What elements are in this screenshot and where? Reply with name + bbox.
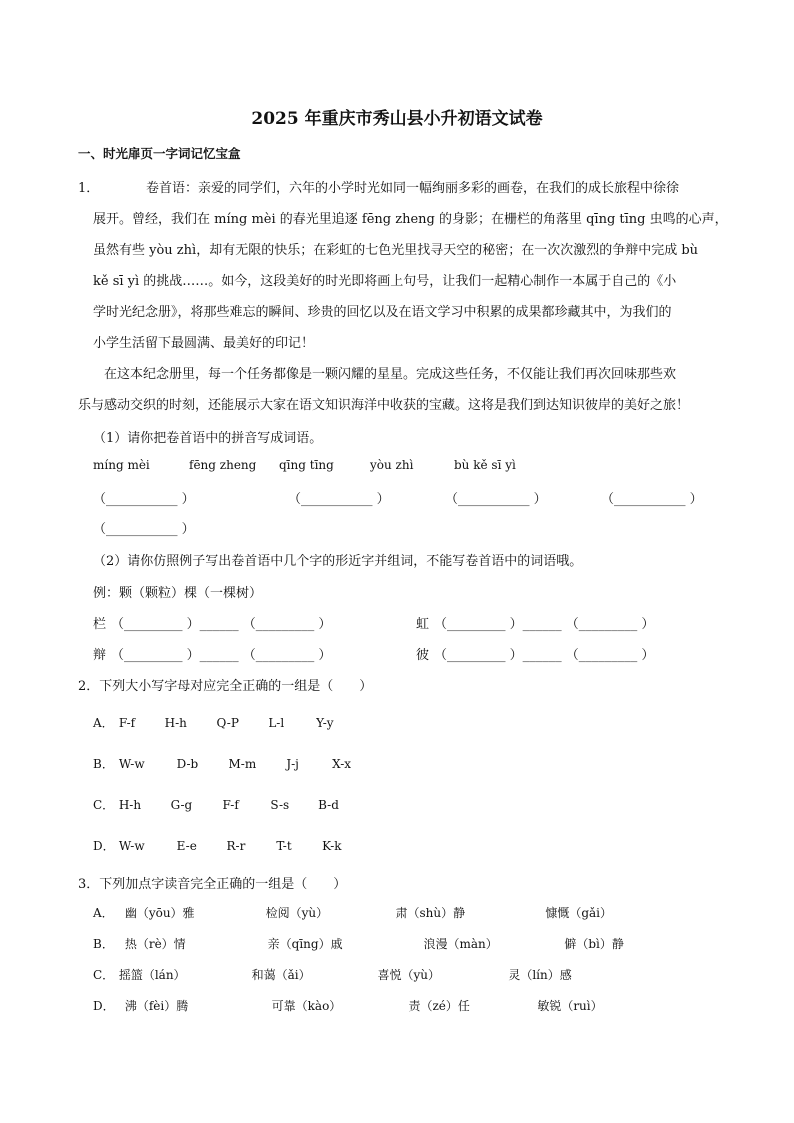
q2-option-d[interactable] <box>93 837 342 854</box>
q1-line: 卷首语：亲爱的同学们，六年的小学时光如同一幅绚丽多彩的画卷，在我们的成长旅程中徐徐 <box>146 181 680 196</box>
reading-item: 热（rè）情 <box>124 937 186 951</box>
form-blanks[interactable]: （_________ ）______ （_________ ） <box>111 617 332 632</box>
letter-pair: H-h <box>118 798 142 812</box>
letter-pair: F-f <box>222 798 239 812</box>
letter-pair: R-r <box>226 839 246 853</box>
letter-pair: W-w <box>118 757 145 771</box>
letter-pair: T-t <box>276 839 292 853</box>
option-label: D． <box>93 999 115 1013</box>
reading-item: 灵（lín）感 <box>508 968 572 982</box>
q1-para2-line: 乐与感动交织的时刻，还能展示大家在语文知识海洋中收获的宝藏。这将是我们到达知识彼岸的美好之旅！ <box>78 398 690 413</box>
reading-item: 检阅（yù） <box>265 906 329 920</box>
q3-option-b[interactable] <box>93 935 624 952</box>
q1-sub2: （2）请你仿照例子写出卷首语中几个字的形近字并组词，不能写卷首语中的词语哦。 <box>93 554 583 569</box>
answer-blank[interactable]: （___________ ） <box>93 522 195 537</box>
q1-line: 学时光纪念册》，将那些难忘的瞬间、珍贵的回忆以及在语文学习中积累的成果都珍藏其中，为我们的 <box>93 305 672 320</box>
q1-line: 小学生活留下最圆满、最美好的印记！ <box>93 336 315 351</box>
option-label: C． <box>93 798 115 812</box>
q1-line: kě sī yì 的挑战……。如今，这段美好的时光即将画上句号，让我们一起精心制作一本属于自己的《小 <box>93 274 677 289</box>
pinyin-item: míng mèi <box>93 458 150 472</box>
q3-option-c[interactable] <box>93 966 572 983</box>
answer-blank[interactable]: （___________ ） <box>601 492 703 507</box>
q1-example: 例：颗（颗粒）棵（一棵树） <box>93 586 263 601</box>
reading-item: 亲（qīng）戚 <box>267 937 343 951</box>
letter-pair: K-k <box>322 839 342 853</box>
answer-blank[interactable]: （___________ ） <box>288 492 390 507</box>
q1-para2-line: 在这本纪念册里，每一个任务都像是一颗闪耀的星星。完成这些任务，不仅能让我们再次回味那些欢 <box>104 367 677 382</box>
q2-option-b[interactable] <box>93 755 351 772</box>
q1-line: 展开。曾经，我们在 míng mèi 的春光里追逐 fēng zheng 的身影；在栅栏的角落里 qīng tīng 虫鸣的心声， <box>93 212 728 227</box>
section-heading: 一、时光扉页一字词记忆宝盒 <box>78 146 241 161</box>
q2-option-c[interactable] <box>93 796 339 813</box>
letter-pair: S-s <box>270 798 290 812</box>
similar-char: 虹 <box>416 617 430 632</box>
letter-pair: D-b <box>176 757 199 771</box>
letter-pair: X-x <box>332 757 352 771</box>
letter-pair: W-w <box>118 839 145 853</box>
letter-pair: M-m <box>228 757 257 771</box>
reading-item: 僻（bì）静 <box>564 937 624 951</box>
form-blanks[interactable]: （_________ ）______ （_________ ） <box>111 648 332 663</box>
q1-line: 虽然有些 yòu zhì，却有无限的快乐；在彩虹的七色光里找寻天空的秘密；在一次次激烈的争辩中完成 bù <box>93 243 699 258</box>
reading-item: 责（zé）任 <box>408 999 470 1013</box>
letter-pair: B-d <box>318 798 339 812</box>
option-label: A． <box>93 716 114 730</box>
reading-item: 沸（fèi）腾 <box>124 999 189 1013</box>
similar-char: 彼 <box>416 648 430 663</box>
pinyin-item: qīng tīng <box>279 458 334 472</box>
letter-pair: L-l <box>268 716 285 730</box>
option-label: A． <box>93 906 114 920</box>
reading-item: 可靠（kào） <box>271 999 342 1013</box>
answer-blank[interactable]: （___________ ） <box>445 492 547 507</box>
reading-item: 敏锐（ruì） <box>537 999 603 1013</box>
reading-item: 浪漫（màn） <box>423 937 498 951</box>
option-label: D． <box>93 839 115 853</box>
letter-pair: J-j <box>286 757 299 771</box>
q3-option-a[interactable] <box>93 904 612 921</box>
reading-item: 喜悦（yù） <box>377 968 440 982</box>
letter-pair: E-e <box>176 839 197 853</box>
reading-item: 和蔼（ǎi） <box>251 968 311 982</box>
option-label: B． <box>93 757 114 771</box>
letter-pair: F-f <box>118 716 136 730</box>
letter-pair: Q-P <box>216 716 239 730</box>
form-blanks[interactable]: （_________ ）______ （_________ ） <box>434 648 655 663</box>
pinyin-item: fēng zheng <box>189 458 257 472</box>
q2-option-a[interactable] <box>93 714 334 731</box>
letter-pair: H-h <box>164 716 187 730</box>
q3-option-d[interactable] <box>93 997 603 1014</box>
answer-blank[interactable]: （___________ ） <box>93 492 195 507</box>
q3-stem: 3．下列加点字读音完全正确的一组是（ ） <box>78 877 347 892</box>
pinyin-item: yòu zhì <box>370 458 414 472</box>
option-label: B． <box>93 937 114 951</box>
letter-pair: Y-y <box>316 716 334 730</box>
pinyin-item: bù kě sī yì <box>454 458 516 472</box>
reading-item: 幽（yōu）雅 <box>124 906 195 920</box>
page-title: 2025 年重庆市秀山县小升初语文试卷 <box>251 109 543 129</box>
option-label: C． <box>93 968 115 982</box>
similar-char: 辩 <box>93 648 107 663</box>
q1-number: 1． <box>78 181 100 196</box>
similar-char: 栏 <box>93 617 107 632</box>
q1-sub1: （1）请你把卷首语中的拼音写成词语。 <box>93 431 323 446</box>
form-blanks[interactable]: （_________ ）______ （_________ ） <box>434 617 655 632</box>
q2-stem: 2．下列大小写字母对应完全正确的一组是（ ） <box>78 679 373 694</box>
reading-item: 慷慨（gǎi） <box>545 906 612 920</box>
reading-item: 摇篮（lán） <box>118 968 186 982</box>
letter-pair: G-g <box>170 798 193 812</box>
reading-item: 肃（shù）静 <box>395 906 466 920</box>
